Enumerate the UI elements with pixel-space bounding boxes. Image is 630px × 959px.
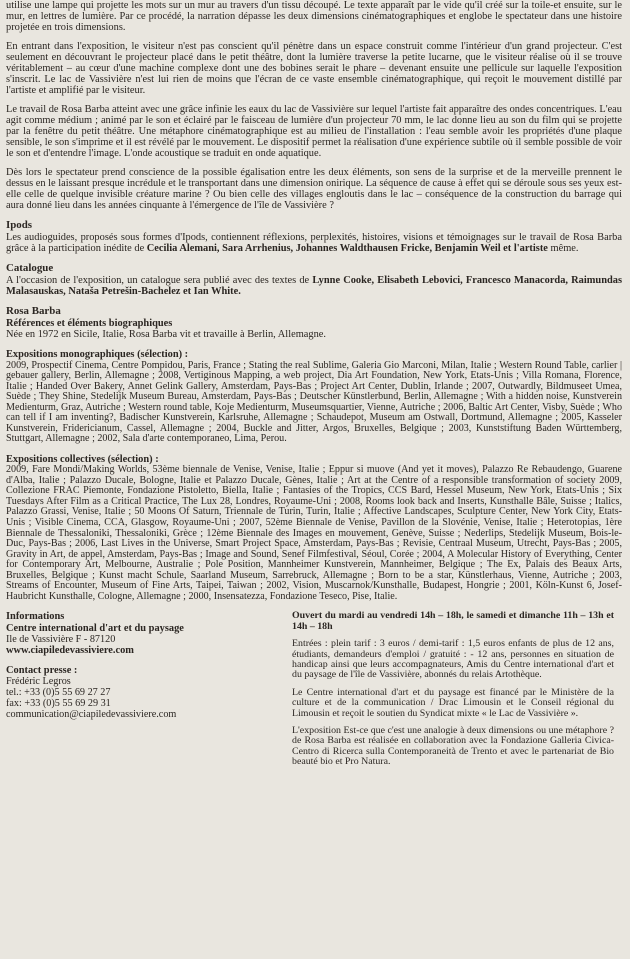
funding: Le Centre international d'art et du paysage est financé par le Ministère de la culture et de la communication / Drac Limousin et le Conseil régional du Limousin et reçoit le soutien du Syndicat mixte « le Lac de Vassivière ». [292,686,614,719]
ipods-text [6,232,622,254]
intro-paragraph-1: utilise une lampe qui projette les mots sur un mur au travers d'un tissu découpé. Le texte apparaît par le vide qu'il créé sur la toile-et ensuite, sur le mur, en lettres de lumière. Par ce procédé, la narration dépasse les deux dimensions cinématographiques et englobe le spectateur dans une histoire projetée en trois dimensions. [6,0,622,34]
bio-subtitle: Références et éléments biographiques [6,318,173,330]
mono-list: 2009, Prospectif Cinema, Centre Pompidou, Paris, France ; Stating the real Sublime, Galeria Gio Marconi, Milan, Italie ; Western Round Table, carlier | gebauer gallery, Berlin, Allemagne ; 2008, Vertiginous Mapping, a web project, Dia Art Foundation, New York, Etats-Unis ; Villa Romana, Florence, Italie ; Handed Over Bakery, Annet Gelink Gallery, Amsterdam, Pays-Bas ; Project Art Center, Dublin, Irlande ; 2007, Outwardly, Bildmuseet Umea, Suède ; They Shine, Stedelijk Museum Bureau, Amsterdam, Pays-Bas ; Deutscher Künstlerbund, Berlin, Allemagne ; With a hidden noise, Kunstverein Medienturm, Graz, Autriche ; Western round table, Koje Medienturm, Museumsquartier, Vienne, Autriche ; 2006, Baltic Art Center, Visby, Suède ; Who can tell if I am inventing?, Badischer Kunstverein, Karlsruhe, Allemagne ; Schaudepot, Museum am Ostwall, Dortmund, Allemagne ; 2005, Kasseler Kunstverein, Fridericianum, Cassel, Allemagne ; 2004, Buckle and Jitter, Argos, Bruxelles, Belgique ; 2003, Kunststiftung Baden Württemberg, Stuttgart, Allemagne ; 2002, Sala d'arte contemporaneo, Lima, Perou. [6,359,622,445]
ipods-names: Cecilia Alemani, Sara Arrhenius, Johannes Waldthausen Fricke, Benjamin Weil et l'artiste [146,243,548,255]
catalogue-title: Catalogue [6,262,54,275]
press-name: Frédéric Legros [6,676,71,688]
press-title: Contact presse : [6,664,78,676]
info-address: Ile de Vassivière F - 87120 [6,633,116,645]
ipods-text-start: Les audioguides, proposés sous formes d'Ipods, contiennent réflexions, perplexités, histoires, visions et témoignages sur le travail de Rosa Barba grâce à la participation inédite de [6,232,622,255]
ipods-text-end: même. [550,243,579,255]
intro-paragraph-3: Le travail de Rosa Barba atteint avec une grâce infinie les eaux du lac de Vassivière sur lequel l'artiste fait apparaître des ondes concentriques. L'eau agit comme médium ; animé par le son et éclairé par le faisceau de lumière d'un projecteur 70 mm, le lac donne lieu au son du film qui se projette par la fenêtre du petit théâtre. Une métaphore cinématographique est au milieu de l'installation : l'eau semble avoir les propriétés d'une plaque sensible, le son s'imprime et il est révélé par le mouvement. Le dispositif permet la réalisation d'une expérience subtile où il semble possible de voir le son et d'entendre l'image. L'onde acoustique se traduit en onde aquatique. [6,103,622,160]
intro-paragraph-2: En entrant dans l'exposition, le visiteur n'est pas conscient qu'il pénètre dans un espace construit comme l'intérieur d'un grand projecteur. C'est seulement en découvrant le projecteur placé dans le petit théâtre, dont la lumière traverse la petite lucarne, que le visiteur réalise où il se trouve véritablement – au cœur d'une machine complexe dont une des bobines serait le phare – devenant ensuite une pellicule sur laquelle l'exposition s'inscrit. Le lac de Vassivière n'est lui rien de moins que l'écran de ce vaste ensemble cinématographique, qui reçoit le mouvement distillé par l'artiste et amplifié par le visiteur. [6,40,622,97]
press-fax: fax: +33 (0)5 55 69 29 31 [6,698,111,710]
catalogue-section [6,263,622,297]
practical-column [292,611,614,767]
catalogue-names: Lynne Cooke, Elisabeth Lebovici, Francesco Manacorda, Raimundas Malasauskas, Nataša Petrešin-Bachelez et Ian White. [6,275,622,298]
catalogue-text-start: A l'occasion de l'exposition, un catalogue sera publié avec des textes de [6,275,310,287]
opening-hours: Ouvert du mardi au vendredi 14h – 18h, le samedi et dimanche 11h – 13h et 14h – 18h [292,610,614,632]
info-column [6,611,278,767]
exhibition-credit: L'exposition Est-ce que c'est une analogie à deux dimensions ou une métaphore ? de Rosa Barba est réalisée en collaboration avec la Fondazione Galleria Civica-Centro di Ricerca sulla Contemporaneità de Trento et avec le partenariat de Bio beauté bio et Pro Natura. [292,725,614,768]
coll-list: 2009, Fare Mondi/Making Worlds, 53ème biennale de Venise, Venise, Italie ; Eppur si muove (And yet it moves), Palazzo Re Rebaudengo, Guarene d'Alba, Italie ; Palazzo Ducale, Bologne, Italie et Palazzo Ducale, Gènes, Italie ; Art at the Centre of a responsible transformation of society 2009, Collezione FRAC Piemonte, Fondazione Pistoletto, Biella, Italie ; Fantasies of the Tropics, CCS Bard, Hessel Museum, New York, Etats-Unis ; Six Tuesdays After Film as a Critical Practice, The Lux 28, Londres, Royaume-Uni ; 2008, Rooms look back and Inserts, Kunsthalle Bâle, Suisse ; Italics, Palazzo Grassi, Venise, Italie ; 50 Moons Of Saturn, Triennale de Turin, Turin, Italie ; Affective Landscapes, Sculpture Center, New York City, Etats-Unis ; Visible Cinema, CCA, Glasgow, Royaume-Uni ; 2007, 52ème Biennale de Venise, Pavillon de la Slovénie, Venise, Italie ; Heterotopias, 1ère Biennale de Thessaloniki, Thessaloniki, Grèce ; 12ème Biennale des Images en mouvement, Genève, Suisse ; Nederlips, Stedelijk Museum, Bois-le-Duc, Pays-Bas ; 2006, Last Lives in the Universe, Smart Project Space, Amsterdam, Pays-Bas ; Revisie, Centraal Museum, Utrecht, Pays-Bas ; 2005, Gravity in Art, de appel, Amsterdam, Pays-Bas ; Image and Sound, Senef Filmfestival, Séoul, Corée ; 2004, A Molecular History of Everything, Center for Contemporary Art, Melbourne, Australie ; Pole Position, Mannheimer Kunstverein, Mannheimer, Belgique ; The Ex, Palais des Beaux Arts, Bruxelles, Belgique ; Kunst macht Schule, Saarland Museum, Sarrebruck, Allemagne ; Born to be a star, Künstlerhaus, Vienne, Autriche ; 2003, Streams of Encounter, Museum of Fine Arts, Taipei, Taiwan ; 2002, Vision, Muscarnok/Kunsthalle, Budapest, Hongrie ; 2001, Köln-Kunst 6, Josef-Haubricht Kunsthalle, Cologne, Allemagne ; 2000, Insensatezza, Fondazione Teseco, Pise, Italie. [6,464,622,602]
bio-title: Rosa Barba [6,305,61,318]
catalogue-text [6,275,622,297]
press-tel: tel.: +33 (0)5 55 69 27 27 [6,687,111,699]
mono-title: Expositions monographiques (sélection) : [6,349,189,361]
coll-section [6,454,622,602]
intro-paragraph-4: Dès lors le spectateur prend conscience de la possible égalisation entre les deux éléments, son sens de la surprise et de la merveille prennent le dessus en le laissant presque incrédule et le transportant dans une dimension onirique. La séquence de cause à effet qui se déroule sous ses yeux est-elle celle de quelque invisible créature marine ? Ou bien celle des villages engloutis dans le lac – conséquence de la construction du barrage qui aura donné lieu dans les années cinquante à l'émergence de l'île de Vassivière ? [6,166,622,212]
info-website[interactable]: www.ciapiledevassiviere.com [6,644,134,656]
bio-born: Née en 1972 en Sicile, Italie, Rosa Barba vit et travaille à Berlin, Allemagne. [6,329,326,341]
ipods-section [6,220,622,254]
info-title: Informations [6,611,65,623]
mono-section [6,349,622,445]
ipods-title: Ipods [6,219,33,232]
tarifs: Entrées : plein tarif : 3 euros / demi-tarif : 1,5 euros enfants de plus de 12 ans, étudiants, demandeurs d'emploi / gratuité : - 12 ans, personnes en situation de handicap ainsi que leurs accompagnateurs, Amis du Centre international d'art et du paysage de l'île de Vassivière, abonnés du relais Artothèque. [292,638,614,681]
bio-section [6,306,622,340]
footer-columns [6,611,622,767]
coll-title: Expositions collectives (sélection) : [6,454,159,466]
press-email[interactable]: communication@ciapiledevassiviere.com [6,709,177,721]
info-org: Centre international d'art et du paysage [6,622,184,634]
